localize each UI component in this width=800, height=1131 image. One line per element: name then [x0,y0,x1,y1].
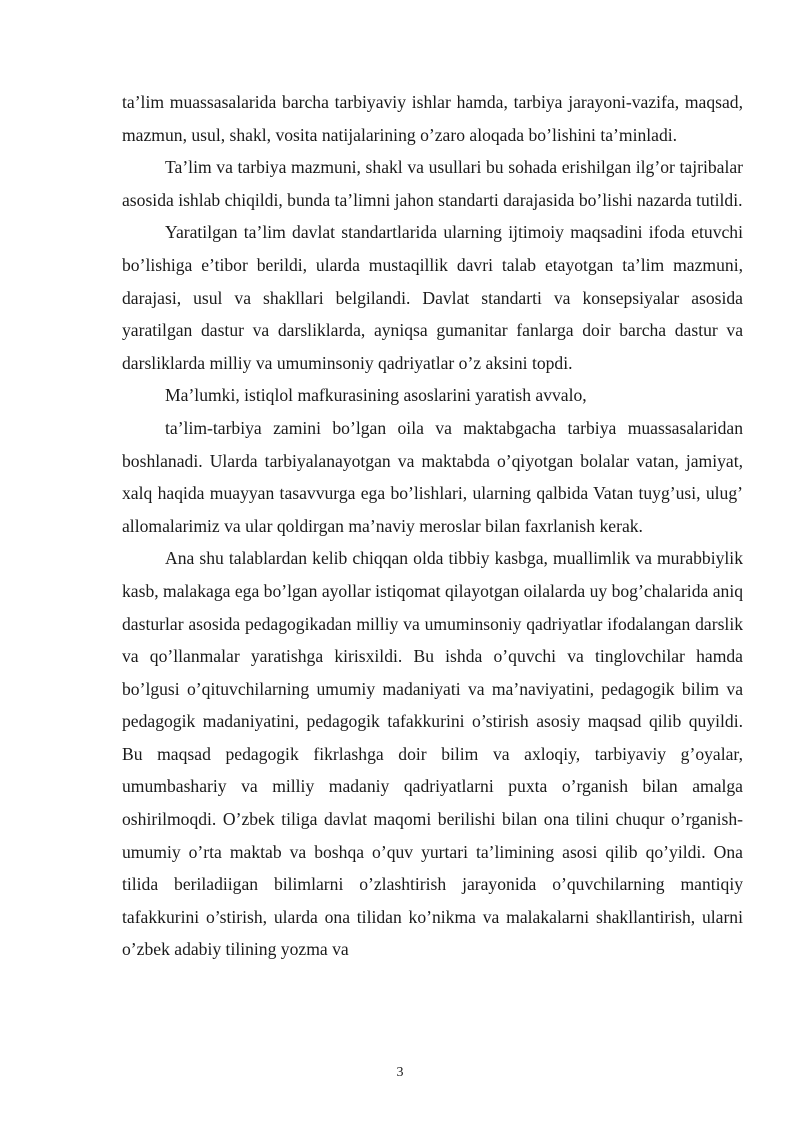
paragraph-2: Ta’lim va tarbiya mazmuni, shakl va usullari bu sohada erishilgan ilg’or tajribalar asosida ishlab chiqildi, bunda ta’limni jahon standarti darajasida bo’lishi nazarda tutildi. [122,157,743,210]
paragraph-5: ta’lim-tarbiya zamini bo’lgan oila va maktabgacha tarbiya muassasalaridan boshlanadi. Ularda tarbiyalanayotgan va maktabda o’qiyotgan bolalar vatan, jamiyat, xalq haqida muayyan tasavvurga ega bo’lishlari, ularning qalbida Vatan tuyg’usi, ulug’ allomalarimiz va ular qoldirgan ma’naviy meroslar bilan faxrlanish kerak. [122,417,743,536]
paragraph-3: Yaratilgan ta’lim davlat standartlarida ularning ijtimoiy maqsadini ifoda etuvchi bo’lishiga e’tibor berildi, ularda mustaqillik davri talab etayotgan ta’lim mazmuni, darajasi, usul va shakllari belgilandi. Davlat standarti va konsepsiyalar asosida yaratilgan dastur va darsliklarda, ayniqsa gumanitar fanlarga doir barcha dastur va darsliklarda milliy va umuminsoniy qadriyatlar o’z aksini topdi. [122,222,743,373]
paragraph-4: Ma’lumki, istiqlol mafkurasining asoslarini yaratish avvalo, [165,385,587,406]
page-number: 3 [396,1065,404,1080]
body-text [122,86,743,966]
paragraph-1: ta’lim muassasalarida barcha tarbiyaviy ishlar hamda, tarbiya jarayoni-vazifa, maqsad, mazmun, usul, shakl, vosita natijalarining o’zaro aloqada bo’lishini ta’minladi. [122,92,743,145]
paragraph-6: Ana shu talablardan kelib chiqqan olda tibbiy kasbga, muallimlik va murabbiylik kasb, malakaga ega bo’lgan ayollar istiqomat qilayotgan oilalarda uy bog’chalarida aniq dasturlar asosida pedagogikadan milliy va umuminsoniy qadriyatlar ifodalangan darslik va qo’llanmalar yaratishga kirisxildi. Bu ishda o’quvchi va tinglovchilar hamda bo’lgusi o’qituvchilarning umumiy madaniyati va ma’naviyatini, pedagogik bilim va pedagogik madaniyatini, pedagogik tafakkurini o’stirish asosiy maqsad qilib quyildi. Bu maqsad pedagogik fikrlashga doir bilim va axloqiy, tarbiyaviy g’oyalar, umumbashariy va milliy madaniy qadriyatlarni puxta o’rganish bilan amalga oshirilmoqdi. O’zbek tiliga davlat maqomi berilishi bilan ona tilini chuqur o’rganish-umumiy o’rta maktab va boshqa o’quv yurtari ta’limining asosi qilib qo’yildi. Ona tilida beriladiigan bilimlarni o’zlashtirish jarayonida o’quvchilarning mantiqiy tafakkurini o’stirish, ularda ona tilidan ko’nikma va malakalarni shakllantirish, ularni o’zbek adabiy tilining yozma va [122,548,743,960]
